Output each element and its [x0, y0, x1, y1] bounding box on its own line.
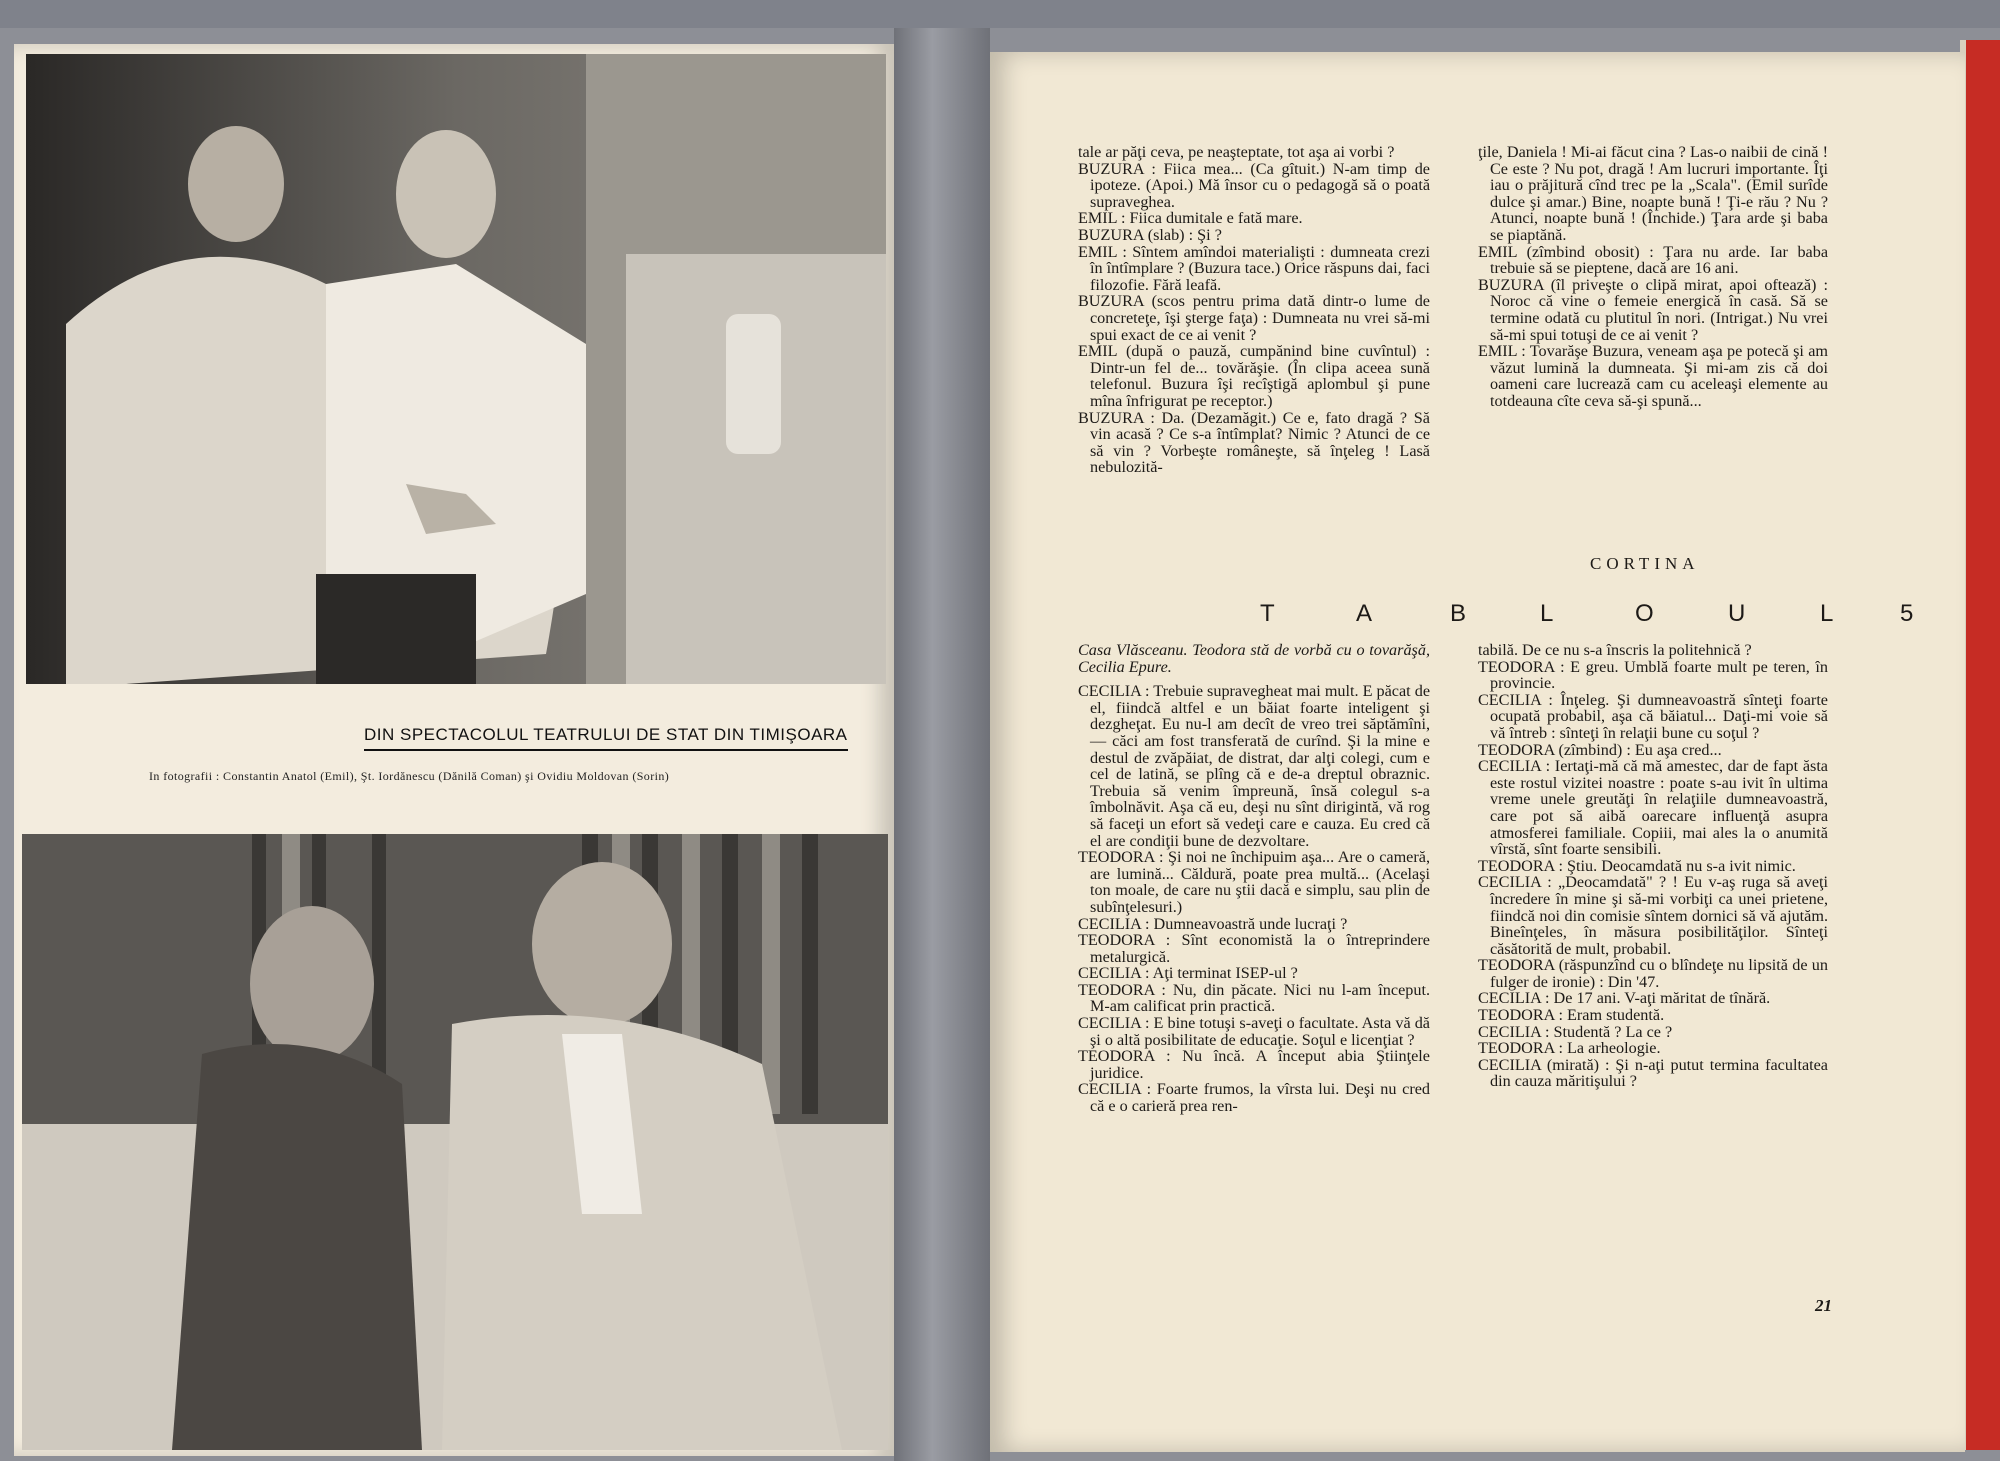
text-paragraph: tale ar păţi ceva, pe neaşteptate, tot aşa ai vorbi ? [1078, 143, 1395, 161]
text-paragraph: ţile, Daniela ! Mi-ai făcut cina ? Las-o naibii de cină ! Ce este ? Nu pot, dragă ! Am lucruri importante. Îţi iau o prăjitură cînd trec pe la „Scala". (Emil surîde dulce şi amar.) Bine, noapte bună ! Ţi-e rău ? Nu ? Atunci, noapte bună ! (Închide.) Ţara arde şi baba se piaptănă. [1478, 143, 1828, 244]
text-paragraph: BUZURA : Da. (Dezamăgit.) Ce e, fato dragă ? Să vin acasă ? Ce s-a întîmplat? Nimic ? Atunci de ce să vin ? Vorbeşte româneşte, să înţeleg ! Lasă nebulozită- [1078, 408, 1430, 477]
text-paragraph: BUZURA (scos pentru prima dată dintr-o lume de concreteţe, îşi şterge faţa) : Dumneata nu vrei să-mi spui exact de ce ai venit ? [1078, 292, 1430, 344]
text-paragraph: TEODORA : Ştiu. Deocamdată nu s-a ivit nimic. [1478, 856, 1796, 875]
tablou-letter: L [1820, 600, 1834, 627]
tablou-letter: A [1356, 600, 1373, 627]
text-paragraph: TEODORA (zîmbind) : Eu aşa cred... [1478, 740, 1722, 759]
text-paragraph: TEODORA : E greu. Umblă foarte mult pe teren, în provincie. [1478, 657, 1828, 693]
red-cover-edge [1960, 40, 2000, 1450]
text-paragraph: BUZURA (îl priveşte o clipă mirat, apoi oftează) : Noroc că vine o femeie energică în casă. Să se termine odată cu plutitul în nori. (Intrigat.) Nu vrei să-mi spui totuşi de ce ai venit ? [1478, 275, 1828, 344]
text-paragraph: CECILIA : Aţi terminat ISEP-ul ? [1078, 964, 1298, 983]
tablou-letter: O [1635, 600, 1654, 627]
text-paragraph: BUZURA : Fiica mea... (Ca gîtuit.) N-am timp de ipoteze. (Apoi.) Mă însor cu o pedagogă să o poată supraveghea. [1078, 159, 1430, 211]
text-paragraph: CECILIA : Trebuie supravegheat mai mult. E păcat de el, fiindcă altfel e un băiat foarte inteligent şi dezgheţat. Eu nu-l am decît de vreo trei săptămîni, — căci am fost transferată de curînd. Şi la mine e destul de zvăpăiat, de distrat, dar alţi colegi, cum e cel de latină, se plîng că e de-a dreptul obraznic. Trebuia să venim împreună, însă colegul s-a îmbolnăvit. Aşa că eu, deşi nu sînt dirigintă, vă rog să faceţi un efort să vedeţi care e cauza. Eu cred că el are condiţii bune de dezvoltare. [1078, 682, 1430, 850]
gutter [894, 28, 990, 1461]
right-page [990, 52, 1965, 1452]
text-column-bottom-right [1478, 642, 1828, 1090]
text-column-bottom-left [1078, 642, 1430, 1115]
text-paragraph: EMIL : Sîntem amîndoi materialişti : dumneata crezi în întîmplare ? (Buzura tace.) Orice răspuns dai, faci filozofie. Fără leafă. [1078, 242, 1430, 294]
photo-two-men-embracing [26, 54, 886, 684]
text-paragraph: CECILIA : „Deocamdată" ? ! Eu v-aş ruga să aveţi încredere în mine şi să-mi vorbiţi ca unei prietene, fiindcă noi din comisie sîntem dornici să vă ajutăm. Bineînţeles, în măsura posibilităţilor. Sînteţi căsătorită de mult, probabil. [1478, 873, 1828, 958]
cortina-heading: CORTINA [1590, 554, 1700, 573]
tablou-letter: 5 [1900, 600, 1914, 627]
tablou-letter: B [1450, 600, 1467, 627]
tablou-letter: T [1260, 600, 1275, 627]
binding-strip [0, 0, 2000, 28]
text-paragraph: tabilă. De ce nu s-a înscris la politehnică ? [1478, 641, 1752, 659]
text-column-top-left [1078, 144, 1430, 476]
text-paragraph: CECILIA : Iertaţi-mă că mă amestec, dar de fapt ăsta este rostul vizitei noastre : poate s-au ivit în ultima vreme unele greutăţi în relaţiile dumneavoastră, care pot să aibă oarecare influenţă asupra atmosferei familiale. Copiii, mai ales la o anumită vîrstă, sînt foarte sensibili. [1478, 757, 1828, 859]
tablou-letter: L [1540, 600, 1554, 627]
text-paragraph: EMIL : Fiica dumitale e fată mare. [1078, 209, 1303, 228]
text-paragraph: CECILIA : De 17 ani. V-aţi măritat de tînără. [1478, 989, 1771, 1008]
left-page [14, 44, 894, 1456]
text-paragraph: CECILIA : Foarte frumos, la vîrsta lui. Deşi nu cred că e o carieră prea ren- [1078, 1080, 1430, 1116]
page-number: 21 [1815, 1296, 1832, 1315]
text-paragraph: CECILIA : Studentă ? La ce ? [1478, 1022, 1673, 1041]
text-paragraph: TEODORA (răspunzînd cu o blîndeţe nu lipsită de un fulger de ironie) : Din '47. [1478, 956, 1828, 991]
text-paragraph: EMIL (zîmbind obosit) : Ţara nu arde. Iar baba trebuie să se pieptene, dacă are 16 ani. [1478, 242, 1828, 278]
text-paragraph: CECILIA : Dumneavoastră unde lucraţi ? [1078, 914, 1348, 933]
scene-direction: Casa Vlăsceanu. Teodora stă de vorbă cu o tovarăşă, Cecilia Epure. [1078, 641, 1430, 676]
text-paragraph: EMIL (după o pauză, cumpănind bine cuvîntul) : Dintr-un fel de... tovărăşie. (În clipa aceea sună telefonul. Buzura îşi recîştigă aplombul şi pune mîna înfrigurat pe receptor.) [1078, 342, 1430, 410]
text-column-top-right [1478, 144, 1828, 410]
text-paragraph: CECILIA (mirată) : Şi n-aţi putut termina facultatea din cauza măritişului ? [1478, 1055, 1828, 1091]
photo-caption-title: DIN SPECTACOLUL TEATRULUI DE STAT DIN TIMIŞOARA [364, 725, 848, 751]
photo-caption-credit: In fotografii : Constantin Anatol (Emil), Şt. Iordănescu (Dănilă Coman) şi Ovidiu Moldovan (Sorin) [149, 769, 670, 783]
text-paragraph: CECILIA : E bine totuşi s-aveţi o facultate. Asta vă dă şi o altă posibilitate de educaţie. Soţul e licenţiat ? [1078, 1014, 1430, 1049]
text-paragraph: TEODORA : Nu, din păcate. Nici nu l-am început. M-am calificat prin practică. [1078, 980, 1430, 1016]
tablou-letter: U [1728, 600, 1746, 627]
text-paragraph: TEODORA : Sînt economistă la o întreprindere metalurgică. [1078, 931, 1430, 966]
text-paragraph: TEODORA : Nu încă. A început abia Ştiinţele juridice. [1078, 1047, 1430, 1082]
tablou-heading [1260, 600, 1920, 628]
text-paragraph: BUZURA (slab) : Şi ? [1078, 225, 1222, 244]
text-paragraph: TEODORA : Şi noi ne închipuim aşa... Are o cameră, are lumină... Căldură, poate prea multă... (Acelaşi ton moale, de care nu ştii dacă e simplu, sau plin de subînţelesuri.) [1078, 848, 1430, 916]
photo-two-men-seated [22, 834, 888, 1450]
text-paragraph: EMIL : Tovarăşe Buzura, veneam aşa pe potecă şi am văzut lumină la dumneata. Şi mi-am zis că doi oameni care lucrează cam cu aceleaşi elemente au totdeauna cîte ceva să-şi spună... [1478, 342, 1828, 410]
text-paragraph: TEODORA : Eram studentă. [1478, 1006, 1665, 1025]
text-paragraph: TEODORA : La arheologie. [1478, 1039, 1661, 1058]
text-paragraph: CECILIA : Înţeleg. Şi dumneavoastră sînteţi foarte ocupată probabil, aşa că băiatul... Daţi-mi voie să vă întreb : sînteţi în relaţii bune cu soţul ? [1478, 690, 1828, 742]
